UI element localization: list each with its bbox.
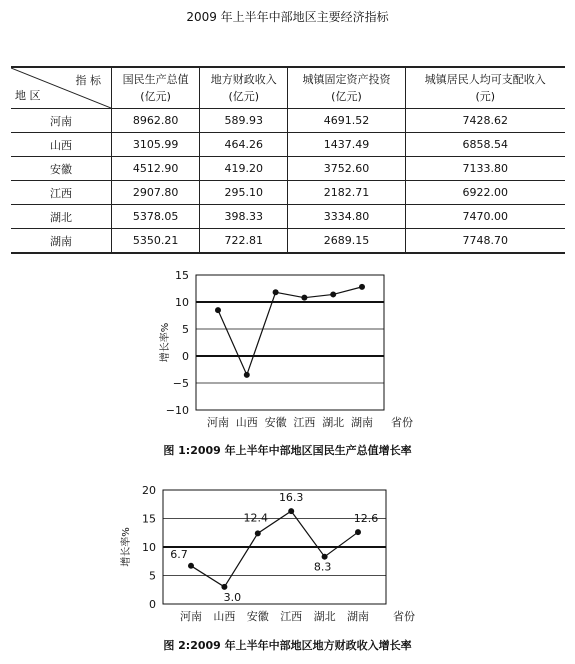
value-cell: 2689.15 bbox=[288, 229, 405, 254]
chart1-caption: 图 1:2009 年上半年中部地区国民生产总值增长率 bbox=[163, 444, 412, 457]
x-tick-label: 湖南 bbox=[351, 416, 373, 429]
region-cell: 安徽 bbox=[11, 157, 112, 181]
table-header-row bbox=[11, 67, 565, 109]
plot-frame bbox=[196, 275, 384, 410]
corner-bottom-label: 地 区 bbox=[15, 89, 41, 102]
value-cell: 7133.80 bbox=[405, 157, 565, 181]
value-cell: 2907.80 bbox=[112, 181, 200, 205]
x-tick-label: 江西 bbox=[293, 416, 316, 429]
value-cell: 3105.99 bbox=[112, 133, 200, 157]
page-title: 2009 年上半年中部地区主要经济指标 bbox=[186, 10, 389, 24]
value-cell: 722.81 bbox=[200, 229, 288, 254]
table-row bbox=[11, 229, 565, 254]
y-tick-label: 10 bbox=[175, 296, 189, 309]
x-tick-label: 河南 bbox=[207, 416, 229, 429]
data-point bbox=[301, 295, 307, 301]
col-header-investment: 城镇固定资产投资 (亿元) bbox=[288, 67, 405, 109]
y-tick-label: 10 bbox=[142, 541, 156, 554]
col-header-fiscal: 地方财政收入 (亿元) bbox=[200, 67, 288, 109]
data-point bbox=[188, 563, 194, 569]
value-cell: 3752.60 bbox=[288, 157, 405, 181]
data-point bbox=[244, 372, 250, 378]
x-tick-label: 河南 bbox=[180, 610, 202, 623]
data-label: 8.3 bbox=[313, 560, 332, 574]
value-cell: 6922.00 bbox=[405, 181, 565, 205]
table-row bbox=[11, 181, 565, 205]
value-cell: 398.33 bbox=[200, 205, 288, 229]
region-cell: 河南 bbox=[11, 109, 112, 133]
value-cell: 419.20 bbox=[200, 157, 288, 181]
plot-frame bbox=[163, 490, 386, 604]
x-tick-label: 江西 bbox=[280, 610, 303, 623]
chart2-caption: 图 2:2009 年上半年中部地区地方财政收入增长率 bbox=[163, 639, 412, 652]
table-row bbox=[11, 157, 565, 181]
value-cell: 8962.80 bbox=[112, 109, 200, 133]
data-point bbox=[221, 584, 227, 590]
col-header-income: 城镇居民人均可支配收入 (元) bbox=[405, 67, 565, 109]
corner-header bbox=[11, 67, 112, 109]
x-tick-label: 湖北 bbox=[313, 610, 336, 623]
region-cell: 山西 bbox=[11, 133, 112, 157]
col-header-gdp: 国民生产总值 (亿元) bbox=[112, 67, 200, 109]
data-point bbox=[355, 529, 361, 535]
data-label: 16.3 bbox=[278, 491, 304, 505]
series-line bbox=[218, 287, 362, 375]
x-tick-label: 湖北 bbox=[322, 416, 345, 429]
y-tick-label: 20 bbox=[142, 484, 156, 497]
x-axis-label: 省份 bbox=[391, 416, 413, 429]
value-cell: 6858.54 bbox=[405, 133, 565, 157]
x-tick-label: 山西 bbox=[213, 610, 236, 623]
value-cell: 1437.49 bbox=[288, 133, 405, 157]
series-line bbox=[191, 511, 358, 587]
region-cell: 湖北 bbox=[11, 205, 112, 229]
value-cell: 464.26 bbox=[200, 133, 288, 157]
y-axis-label: 增长率% bbox=[121, 527, 132, 567]
value-cell: 7470.00 bbox=[405, 205, 565, 229]
x-tick-label: 山西 bbox=[235, 416, 258, 429]
value-cell: 589.93 bbox=[200, 109, 288, 133]
y-tick-label: 15 bbox=[142, 512, 156, 526]
corner-top-label: 指 标 bbox=[75, 74, 101, 87]
data-point bbox=[288, 508, 294, 514]
value-cell: 4512.90 bbox=[112, 157, 200, 181]
value-cell: 295.10 bbox=[200, 181, 288, 205]
value-cell: 7428.62 bbox=[405, 109, 565, 133]
data-label: 12.6 bbox=[353, 512, 379, 526]
data-label: 12.4 bbox=[243, 511, 269, 525]
data-point bbox=[215, 307, 221, 313]
x-tick-label: 湖南 bbox=[347, 610, 369, 623]
y-tick-label: 15 bbox=[175, 269, 189, 282]
data-label: 6.7 bbox=[170, 547, 188, 561]
x-tick-label: 安徽 bbox=[246, 610, 269, 623]
y-tick-label: 5 bbox=[182, 323, 189, 336]
value-cell: 5378.05 bbox=[112, 205, 200, 229]
y-axis-label: 增长率% bbox=[160, 322, 171, 363]
value-cell: 7748.70 bbox=[405, 229, 565, 254]
table-row bbox=[11, 109, 565, 133]
y-tick-label: −5 bbox=[172, 377, 189, 390]
region-cell: 江西 bbox=[11, 181, 112, 205]
data-point bbox=[322, 554, 328, 560]
value-cell: 2182.71 bbox=[288, 181, 405, 205]
x-tick-label: 安徽 bbox=[264, 416, 287, 429]
data-point bbox=[330, 291, 336, 297]
value-cell: 4691.52 bbox=[288, 109, 405, 133]
indicator-table bbox=[11, 66, 565, 254]
data-label: 3.0 bbox=[223, 590, 242, 604]
data-point bbox=[273, 289, 279, 295]
data-point bbox=[255, 530, 261, 536]
y-tick-label: −10 bbox=[165, 404, 189, 417]
table-row bbox=[11, 205, 565, 229]
y-tick-label: 5 bbox=[149, 569, 156, 583]
value-cell: 5350.21 bbox=[112, 229, 200, 254]
data-point bbox=[359, 284, 365, 290]
y-tick-label: 0 bbox=[182, 350, 189, 363]
x-axis-label: 省份 bbox=[393, 610, 415, 623]
region-cell: 湖南 bbox=[11, 229, 112, 254]
y-tick-label: 0 bbox=[149, 598, 156, 611]
table-row bbox=[11, 133, 565, 157]
value-cell: 3334.80 bbox=[288, 205, 405, 229]
